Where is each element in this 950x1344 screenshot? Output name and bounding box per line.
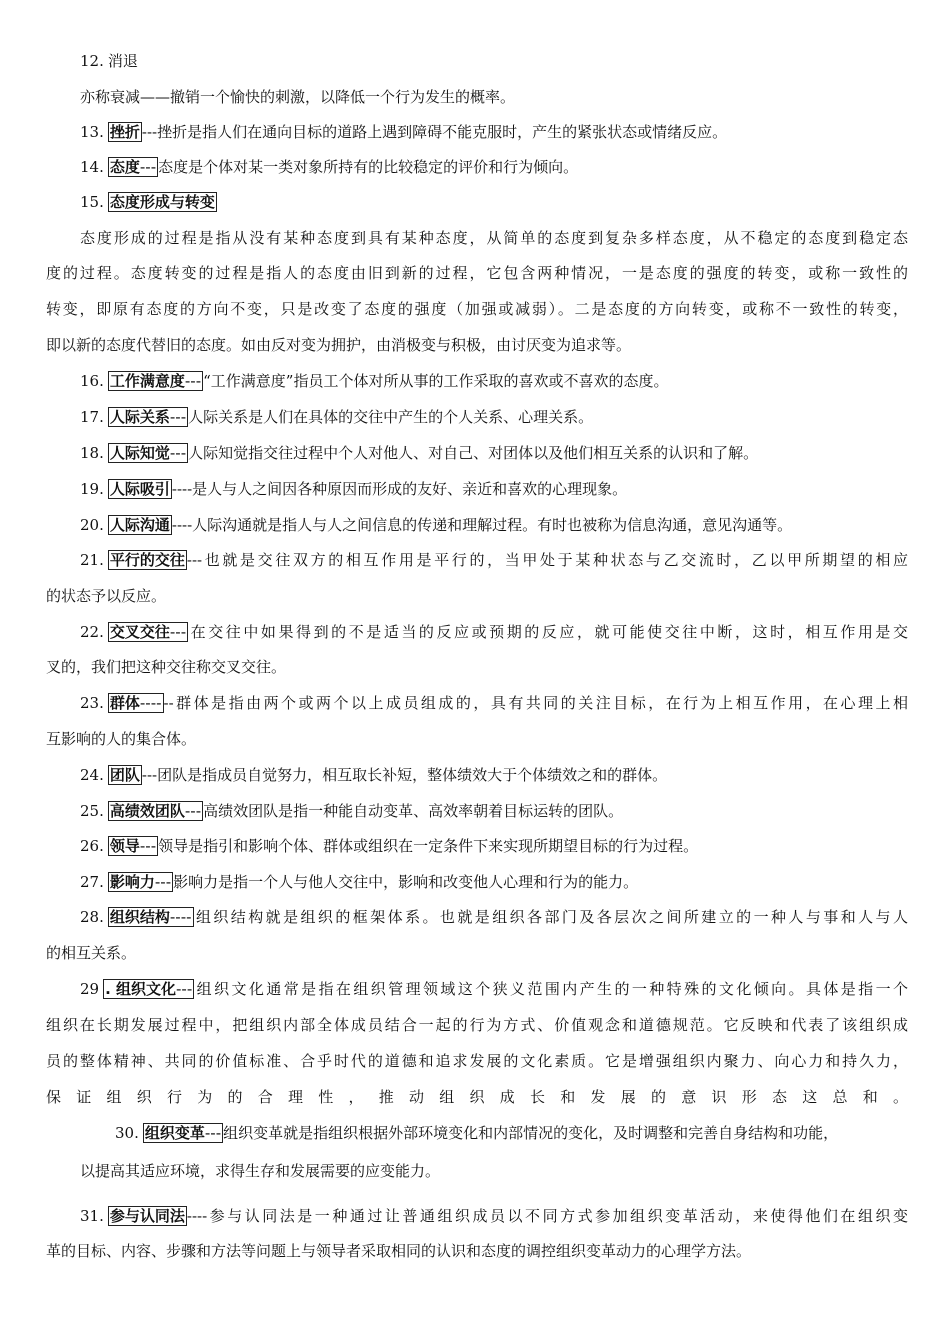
term-box	[108, 407, 188, 427]
definition-text: ----参与认同法是一种通过让普通组织成员以不同方式参加组织变革活动，来使得他们在组织变	[186, 1207, 908, 1225]
term-box	[108, 157, 158, 177]
definition-line	[115, 1122, 838, 1144]
line-text: 员的整体精神、共同的价值标准、合乎时代的道德和追求发展的文化素质。它是增强组织内聚力、向心力和持久力，	[46, 1052, 908, 1070]
line-text: 叉的，我们把这种交往称交叉交往。	[46, 658, 287, 676]
term-dash: ---	[169, 623, 187, 641]
term-label: 人际吸引	[109, 480, 170, 498]
text-line	[46, 1050, 908, 1072]
term-label: 人际沟通	[109, 516, 170, 534]
term-label: 团队	[109, 766, 140, 784]
term-dash: ---	[154, 873, 172, 891]
item-number: 24.	[80, 766, 104, 784]
definition-line	[80, 978, 908, 1000]
line-text: 度的过程。态度转变的过程是指人的态度由旧到新的过程，它包含两种情况，一是态度的强度的转变，或称一致性的	[46, 264, 908, 282]
term-dash: ----	[139, 694, 162, 712]
definition-text: ---挫折是指人们在通向目标的道路上遇到障碍不能克服时，产生的紧张状态或情绪反应。	[141, 123, 728, 141]
term-label: 人际知觉	[109, 444, 170, 462]
text-line	[80, 86, 515, 108]
term-label: 高绩效团队	[109, 802, 185, 820]
line-text: 消退	[107, 52, 138, 70]
item-number: 15.	[80, 193, 104, 211]
term-box	[108, 872, 173, 892]
text-line	[46, 334, 631, 356]
line-text: 的状态予以反应。	[46, 587, 167, 605]
definition-line	[80, 442, 758, 464]
definition-line	[80, 406, 593, 428]
term-box	[108, 1206, 187, 1226]
term-label: 组织变革	[144, 1124, 205, 1142]
definition-text: “工作满意度”指员工个体对所从事的工作采取的喜欢或不喜欢的态度。	[203, 372, 669, 390]
line-text: 革的目标、内容、步骤和方法等问题上与领导者采取相同的认识和态度的调控组织变革动力的心理学方法。	[46, 1242, 752, 1260]
term-dash: ---	[139, 158, 157, 176]
line-text: 组织在长期发展过程中，把组织内部全体成员结合一起的行为方式、价值观念和道德规范。它反映和代表了该组织成	[46, 1016, 908, 1034]
term-box	[108, 801, 203, 821]
item-number: 20.	[80, 516, 104, 534]
text-line	[46, 942, 136, 964]
term-label: 影响力	[109, 873, 155, 891]
term-box	[103, 979, 194, 999]
text-line	[46, 1086, 908, 1108]
item-number: 25.	[80, 802, 104, 820]
line-text: 亦称衰减——撤销一个愉快的刺激，以降低一个行为发生的概率。	[80, 88, 516, 106]
term-label: 态度	[109, 158, 140, 176]
item-number: 19.	[80, 480, 104, 498]
text-line	[80, 1160, 440, 1182]
term-dash: ---	[204, 1124, 222, 1142]
term-label: 交叉交往	[109, 623, 170, 641]
term-box	[108, 122, 142, 142]
term-dash: ---	[184, 802, 202, 820]
term-box	[108, 765, 142, 785]
text-line	[80, 50, 138, 72]
line-text: 的相互关系。	[46, 944, 137, 962]
term-box	[143, 1123, 223, 1143]
term-label: 挫折	[109, 123, 140, 141]
line-text: 保证组织行为的合理性，推动组织成长和发展的意识形态这总和。	[46, 1088, 908, 1106]
definition-text: 态度是个体对某一类对象所持有的比较稳定的评价和行为倾向。	[158, 158, 579, 176]
item-number: 13.	[80, 123, 104, 141]
definition-line	[80, 835, 698, 857]
term-label: 工作满意度	[109, 372, 185, 390]
definition-text: ---也就是交往双方的相互作用是平行的，当甲处于某种状态与乙交流时，乙以甲所期望的相应	[186, 551, 908, 569]
term-box	[108, 907, 194, 927]
item-number: 14.	[80, 158, 104, 176]
text-line	[46, 1240, 751, 1262]
text-line	[46, 656, 286, 678]
definition-line	[80, 692, 908, 714]
definition-line	[80, 478, 627, 500]
item-number: 29	[80, 980, 100, 998]
definition-line	[80, 800, 623, 822]
definition-text: --群体是指由两个或两个以上成员组成的，具有共同的关注目标，在行为上相互作用，在心理上相	[163, 694, 908, 712]
definition-text: ----是人与人之间因各种原因而形成的友好、亲近和喜欢的心理现象。	[171, 480, 628, 498]
line-text: 互影响的人的集合体。	[46, 730, 197, 748]
term-dash: ---	[184, 372, 202, 390]
item-number: 18.	[80, 444, 104, 462]
item-number: 12.	[80, 52, 104, 70]
text-line	[46, 728, 196, 750]
term-box	[108, 836, 158, 856]
term-label: 人际关系	[109, 408, 170, 426]
item-number: 22.	[80, 623, 104, 641]
definition-text: ---团队是指成员自觉努力，相互取长补短，整体绩效大于个体绩效之和的群体。	[141, 766, 668, 784]
item-number: 23.	[80, 694, 104, 712]
term-dash: ---	[169, 444, 187, 462]
definition-line	[80, 621, 908, 643]
term-box	[108, 693, 164, 713]
term-label: 态度形成与转变	[109, 193, 215, 211]
term-box	[108, 515, 172, 535]
term-box	[108, 192, 217, 212]
line-text: 态度形成的过程是指从没有某种态度到具有某种态度，从简单的态度到复杂多样态度，从不稳定的态度到稳定态	[80, 229, 908, 247]
definition-text: 组织文化通常是指在组织管理领域这个狭义范围内产生的一种特殊的文化倾向。具体是指一个	[194, 980, 908, 998]
definition-line	[80, 764, 667, 786]
definition-line	[80, 514, 792, 536]
definition-text: ----人际沟通就是指人与人之间信息的传递和理解过程。有时也被称为信息沟通，意见沟通等。	[171, 516, 793, 534]
line-text: 以提高其适应环境，求得生存和发展需要的应变能力。	[80, 1162, 441, 1180]
definition-line	[80, 1205, 908, 1227]
item-number: 16.	[80, 372, 104, 390]
text-line	[46, 1014, 908, 1036]
item-number: 28.	[80, 908, 104, 926]
definition-line	[80, 370, 668, 392]
definition-line	[80, 871, 638, 893]
term-label: 平行的交往	[109, 551, 185, 569]
line-text: 转变，即原有态度的方向不变，只是改变了态度的强度（加强或减弱）。二是态度的方向转变，或称不一致性的转变，	[46, 300, 908, 318]
item-number: 26.	[80, 837, 104, 855]
item-number: 27.	[80, 873, 104, 891]
definition-text: 人际知觉指交往过程中个人对他人、对自己、对团体以及他们相互关系的认识和了解。	[188, 444, 759, 462]
term-box	[108, 550, 187, 570]
definition-text: 人际关系是人们在具体的交往中产生的个人关系、心理关系。	[188, 408, 594, 426]
term-box	[108, 371, 203, 391]
term-dash: ---	[176, 980, 193, 998]
definition-line	[80, 156, 578, 178]
definition-line	[80, 549, 908, 571]
text-line	[46, 585, 166, 607]
term-label: 领导	[109, 837, 140, 855]
item-number: 21.	[80, 551, 104, 569]
text-line	[80, 227, 908, 249]
term-label: . 组织文化	[105, 980, 177, 998]
text-line	[46, 298, 908, 320]
term-label: 群体	[109, 694, 140, 712]
definition-text: 高绩效团队是指一种能自动变革、高效率朝着目标运转的团队。	[203, 802, 624, 820]
item-number: 30.	[115, 1124, 139, 1142]
term-box	[108, 443, 188, 463]
term-label: 组织结构	[109, 908, 170, 926]
definition-text: 组织结构就是组织的框架体系。也就是组织各部门及各层次之间所建立的一种人与事和人与人	[193, 908, 908, 926]
term-label: 参与认同法	[109, 1207, 185, 1225]
definition-line	[80, 121, 727, 143]
line-text: 即以新的态度代替旧的态度。如由反对变为拥护，由消极变与积极，由讨厌变为追求等。	[46, 336, 632, 354]
item-number: 17.	[80, 408, 104, 426]
term-dash: ----	[169, 908, 192, 926]
definition-text: 组织变革就是指组织根据外部环境变化和内部情况的变化，及时调整和完善自身结构和功能，	[223, 1124, 839, 1142]
term-box	[108, 622, 188, 642]
text-line	[46, 262, 908, 284]
definition-line	[80, 191, 217, 213]
item-number: 31.	[80, 1207, 104, 1225]
term-dash: ---	[139, 837, 157, 855]
definition-text: 在交往中如果得到的不是适当的反应或预期的反应，就可能使交往中断，这时，相互作用是交	[188, 623, 908, 641]
definition-text: 领导是指引和影响个体、群体或组织在一定条件下来实现所期望目标的行为过程。	[158, 837, 699, 855]
term-dash: ---	[169, 408, 187, 426]
definition-line	[80, 906, 908, 928]
definition-text: 影响力是指一个人与他人交往中，影响和改变他人心理和行为的能力。	[173, 873, 639, 891]
term-box	[108, 479, 172, 499]
